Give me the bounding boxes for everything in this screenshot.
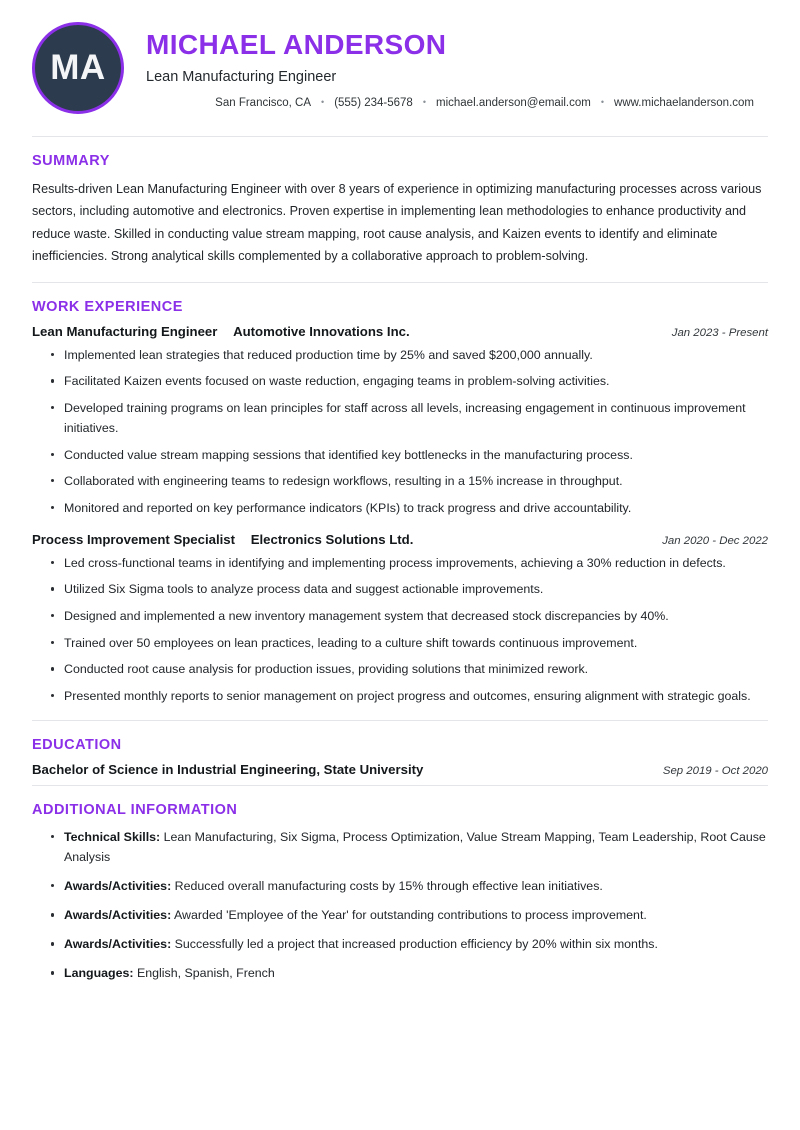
contact-email[interactable]: michael.anderson@email.com	[436, 96, 591, 109]
additional-item-value: Lean Manufacturing, Six Sigma, Process Optimization, Value Stream Mapping, Team Leadership, Root Cause Analysis	[64, 829, 766, 864]
contact-phone[interactable]: (555) 234-5678	[334, 96, 413, 109]
additional-item-label: Technical Skills:	[64, 829, 161, 844]
avatar	[32, 22, 124, 114]
header-job-title: Lean Manufacturing Engineer	[146, 68, 337, 85]
avatar-initials: MA	[50, 48, 106, 87]
contact-location: San Francisco, CA	[215, 96, 312, 109]
list-item: Trained over 50 employees on lean practices, leading to a culture shift towards continuous improvement.	[51, 633, 768, 653]
bullet-separator-icon: •	[600, 97, 605, 108]
page-title: MICHAEL ANDERSON	[146, 29, 447, 61]
experience-entry-header	[32, 532, 768, 547]
experience-entry-header	[32, 324, 768, 339]
experience-bullet-list	[32, 553, 768, 706]
list-item: Conducted root cause analysis for production issues, providing solutions that minimized rework.	[51, 659, 768, 679]
experience-company: Electronics Solutions Ltd.	[250, 531, 414, 547]
experience-date: Jan 2020 - Dec 2022	[662, 534, 768, 547]
additional-item-value: Reduced overall manufacturing costs by 15% through effective lean initiatives.	[174, 879, 603, 894]
list-item	[51, 827, 768, 867]
bullet-separator-icon: •	[422, 97, 426, 108]
section-summary	[32, 137, 768, 268]
list-item: Conducted value stream mapping sessions that identified key bottlenecks in the manufacturing process.	[51, 445, 768, 465]
summary-text: Results-driven Lean Manufacturing Engineer with over 8 years of experience in optimizing manufacturing processes across various sectors, including automotive and electronics. Proven expertise in implementing lean methodologies to enhance productivity and reduce waste. Skilled in conducting value stream mapping, root cause analysis, and Kaizen events to identify and eliminate inefficiencies. Strong analytical skills complemented by a collaborative approach to problem-solving.	[32, 182, 762, 264]
additional-item-label: Awards/Activities:	[64, 908, 172, 923]
education-degree: Bachelor of Science in Industrial Engineering, State University	[32, 761, 424, 777]
list-item	[51, 876, 768, 896]
resume-header	[32, 0, 768, 128]
experience-date: Jan 2023 - Present	[671, 326, 768, 339]
contact-line	[146, 97, 768, 109]
additional-item-label: Awards/Activities:	[64, 937, 172, 952]
list-item: Facilitated Kaizen events focused on waste reduction, engaging teams in problem-solving activities.	[51, 371, 768, 391]
section-additional-information	[32, 786, 768, 984]
bullet-separator-icon: •	[321, 97, 325, 108]
experience-entry	[32, 324, 768, 518]
list-item: Monitored and reported on key performance indicators (KPIs) to track progress and drive accountability.	[51, 498, 768, 518]
section-title-education: EDUCATION	[32, 736, 122, 753]
header-text-block	[146, 27, 768, 108]
experience-company: Automotive Innovations Inc.	[233, 323, 410, 339]
list-item	[51, 905, 768, 925]
list-item: Led cross-functional teams in identifying and implementing process improvements, achieving a 30% reduction in defects.	[51, 553, 768, 573]
section-title-work-experience: WORK EXPERIENCE	[32, 298, 183, 315]
section-education	[32, 721, 768, 777]
education-date: Sep 2019 - Oct 2020	[662, 764, 768, 777]
section-title-summary: SUMMARY	[32, 153, 110, 169]
additional-item-value: Awarded 'Employee of the Year' for outstanding contributions to process improvement.	[173, 908, 647, 923]
list-item: Utilized Six Sigma tools to analyze process data and suggest actionable improvements.	[51, 579, 768, 599]
additional-item-value: English, Spanish, French	[137, 966, 275, 981]
additional-item-label: Awards/Activities:	[64, 879, 172, 894]
additional-item-value: Successfully led a project that increased production efficiency by 20% within six months.	[174, 937, 658, 952]
section-work-experience	[32, 283, 768, 706]
additional-item-label: Languages:	[64, 966, 134, 981]
experience-job-title: Process Improvement Specialist	[32, 531, 236, 547]
experience-title-company	[32, 324, 410, 339]
list-item	[51, 934, 768, 954]
section-title-additional-information: ADDITIONAL INFORMATION	[32, 801, 238, 818]
list-item: Collaborated with engineering teams to redesign workflows, resulting in a 15% increase in throughput.	[51, 471, 768, 491]
additional-information-list	[32, 827, 768, 984]
list-item: Presented monthly reports to senior management on project progress and outcomes, ensuring alignment with strategic goals.	[51, 686, 768, 706]
page-bottom-spacer	[32, 992, 768, 1010]
education-entry	[32, 762, 768, 777]
contact-website[interactable]: www.michaelanderson.com	[614, 96, 754, 109]
experience-job-title: Lean Manufacturing Engineer	[32, 323, 218, 339]
list-item	[51, 963, 768, 983]
list-item: Implemented lean strategies that reduced production time by 25% and saved $200,000 annually.	[51, 345, 768, 365]
experience-title-company	[32, 532, 413, 547]
list-item: Designed and implemented a new inventory management system that decreased stock discrepancies by 40%.	[51, 606, 768, 626]
experience-entry	[32, 532, 768, 706]
experience-bullet-list	[32, 345, 768, 518]
list-item: Developed training programs on lean principles for staff across all levels, increasing engagement in continuous improvement initiatives.	[51, 398, 768, 438]
